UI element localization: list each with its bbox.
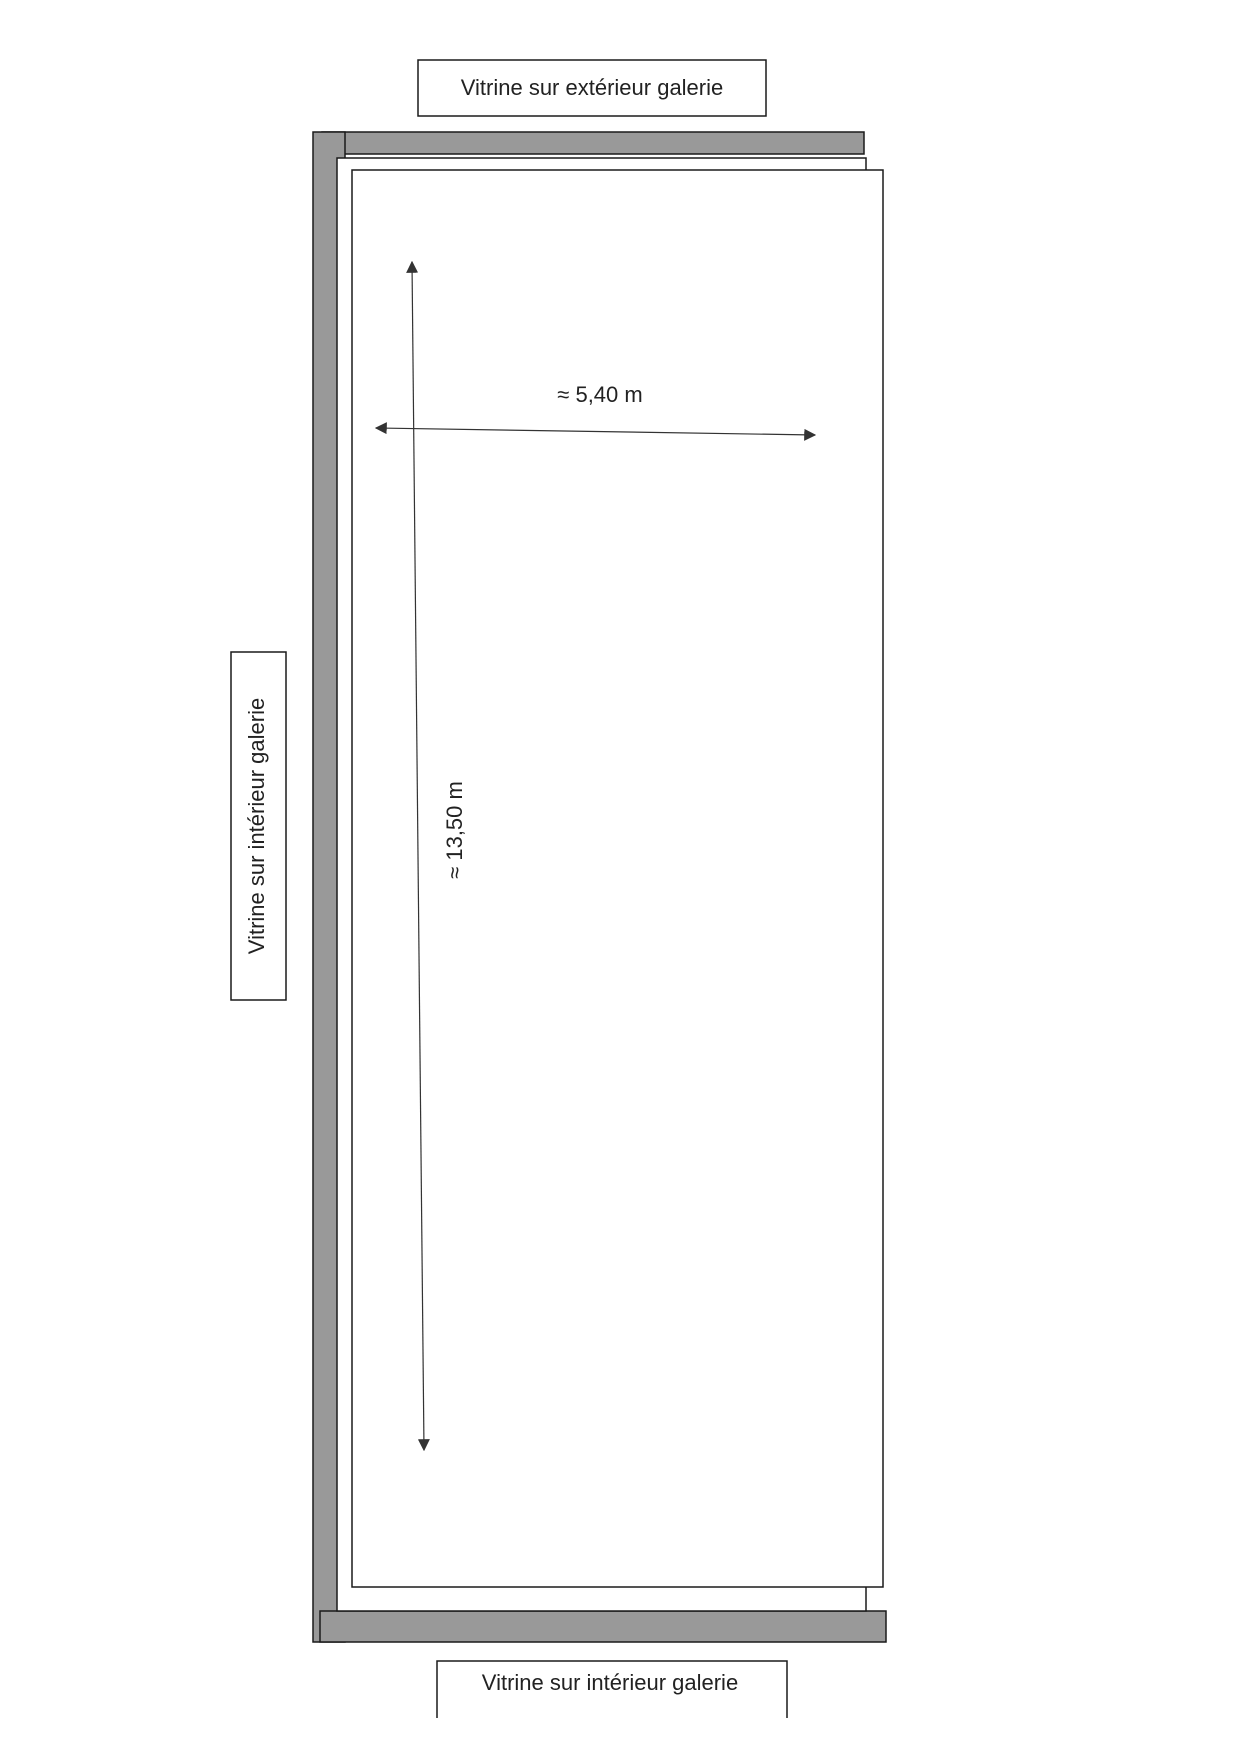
length-dimension-label: ≈ 13,50 m [441, 781, 467, 879]
label-top-exterior-window [418, 60, 766, 116]
label-top-text: Vitrine sur extérieur galerie [460, 74, 724, 100]
wall-top [322, 132, 864, 154]
label-left-interior-window [231, 652, 286, 1000]
label-left-text: Vitrine sur intérieur galerie [243, 697, 269, 955]
label-bottom-text: Vitrine sur intérieur galerie [481, 1669, 739, 1695]
width-dimension-label: ≈ 5,40 m [557, 381, 643, 407]
label-bottom-interior-window [437, 1661, 787, 1718]
wall-bottom [320, 1611, 886, 1642]
